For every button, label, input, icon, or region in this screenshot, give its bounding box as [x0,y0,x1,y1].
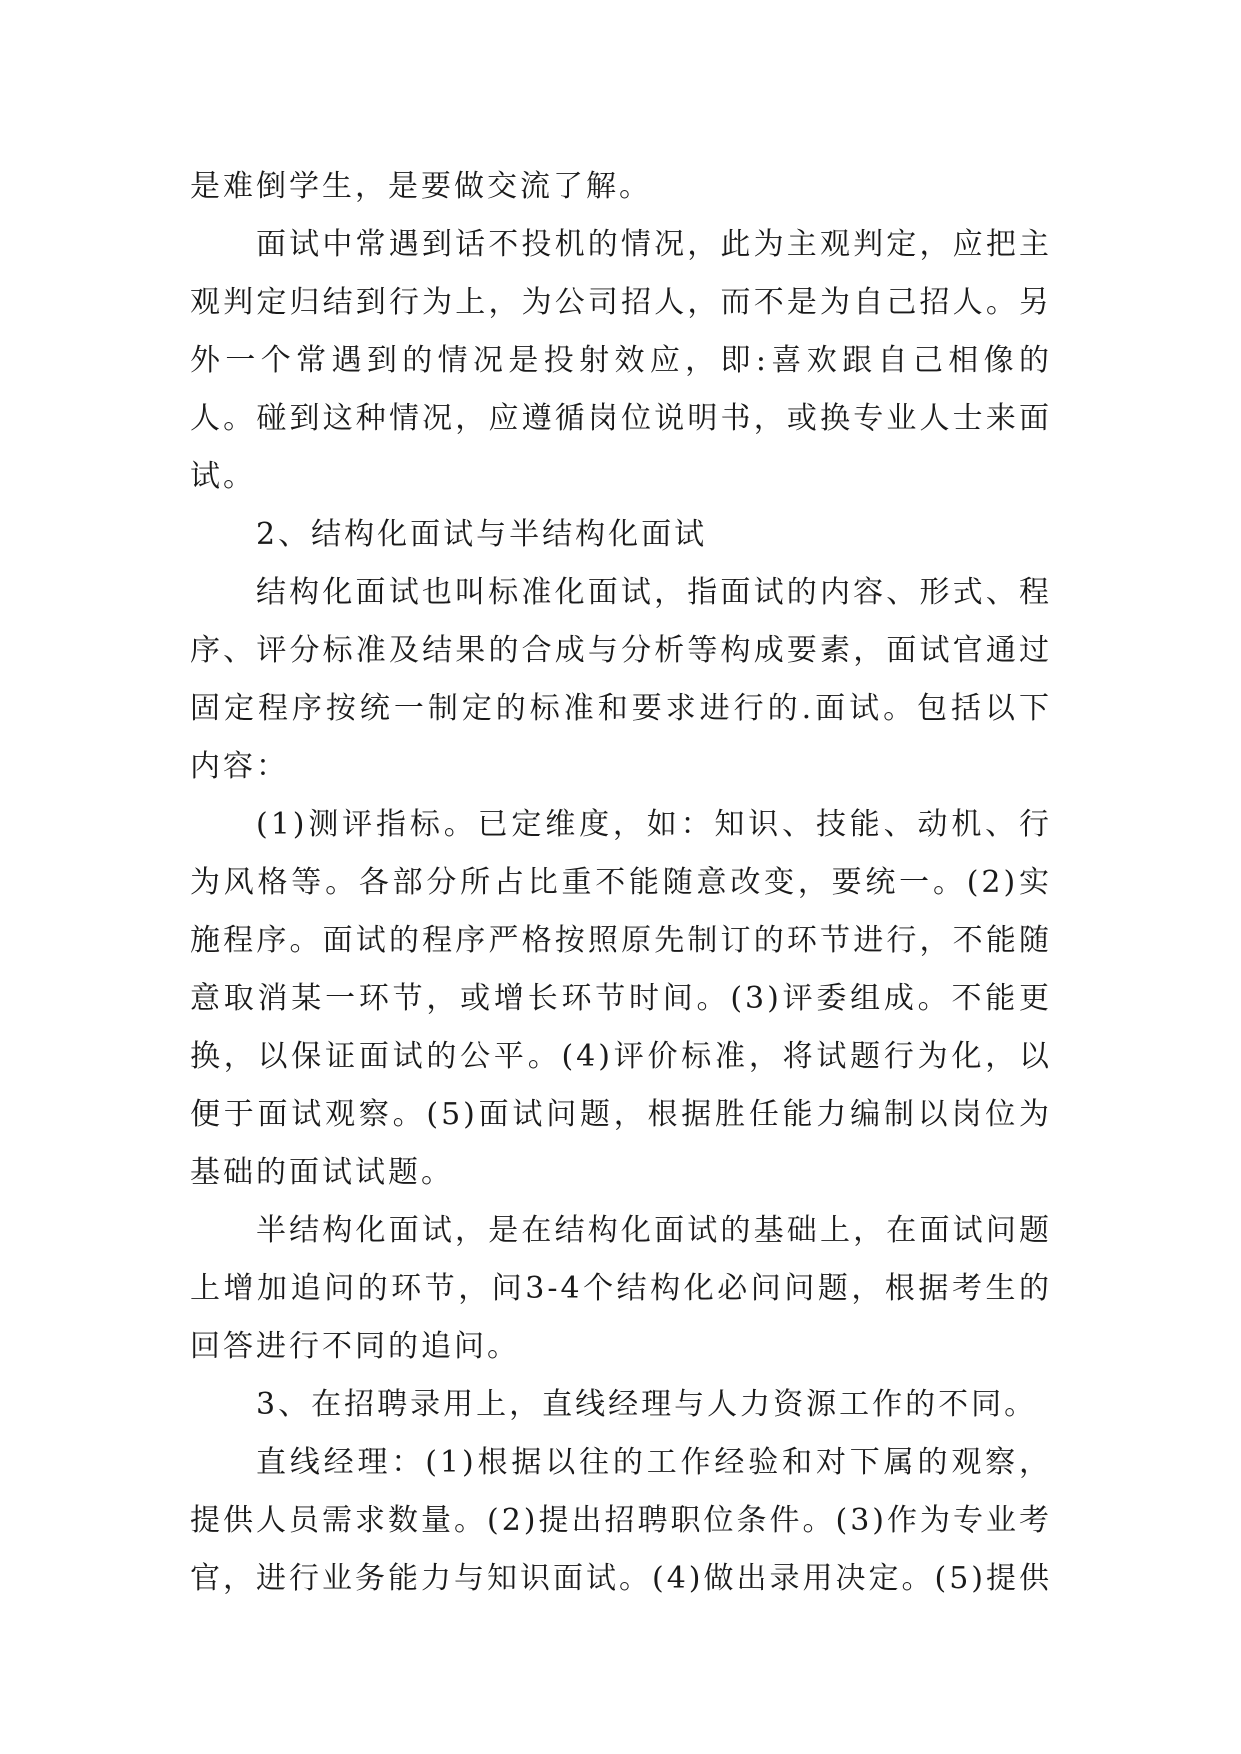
section-heading-3: 3、在招聘录用上，直线经理与人力资源工作的不同。 [256,1387,1038,1422]
paragraph-line-manager: 直线经理：(1)根据以往的工作经验和对下属的观察，提供人员需求数量。(2)提出招聘职位条件。(3)作为专业考官，进行业务能力与知识面试。(4)做出录用决定。(5)提供 [190,1445,1052,1596]
document-body [190,158,1052,1608]
paragraph-structured-interview-definition: 结构化面试也叫标准化面试，指面试的内容、形式、程序、评分标准及结果的合成与分析等构成要素，面试官通过固定程序按统一制定的标准和要求进行的.面试。包括以下内容： [190,575,1052,784]
paragraph-subjective-judgment: 面试中常遇到话不投机的情况，此为主观判定，应把主观判定归结到行为上，为公司招人，而不是为自己招人。另外一个常遇到的情况是投射效应，即:喜欢跟自己相像的人。碰到这种情况，应遵循岗位说明书，或换专业人士来面试。 [190,227,1052,494]
section-heading-2: 2、结构化面试与半结构化面试 [256,517,708,552]
paragraph-continuation: 是难倒学生，是要做交流了解。 [190,169,652,204]
paragraph-semi-structured-interview: 半结构化面试，是在结构化面试的基础上，在面试问题上增加追问的环节，问3-4个结构化必问问题，根据考生的回答进行不同的追问。 [190,1213,1052,1364]
paragraph-structured-interview-items: (1)测评指标。已定维度，如：知识、技能、动机、行为风格等。各部分所占比重不能随意改变，要统一。(2)实施程序。面试的程序严格按照原先制订的环节进行，不能随意取消某一环节，或增长环节时间。(3)评委组成。不能更换，以保证面试的公平。(4)评价标准，将试题行为化，以便于面试观察。(5)面试问题，根据胜任能力编制以岗位为基础的面试试题。 [190,807,1052,1190]
